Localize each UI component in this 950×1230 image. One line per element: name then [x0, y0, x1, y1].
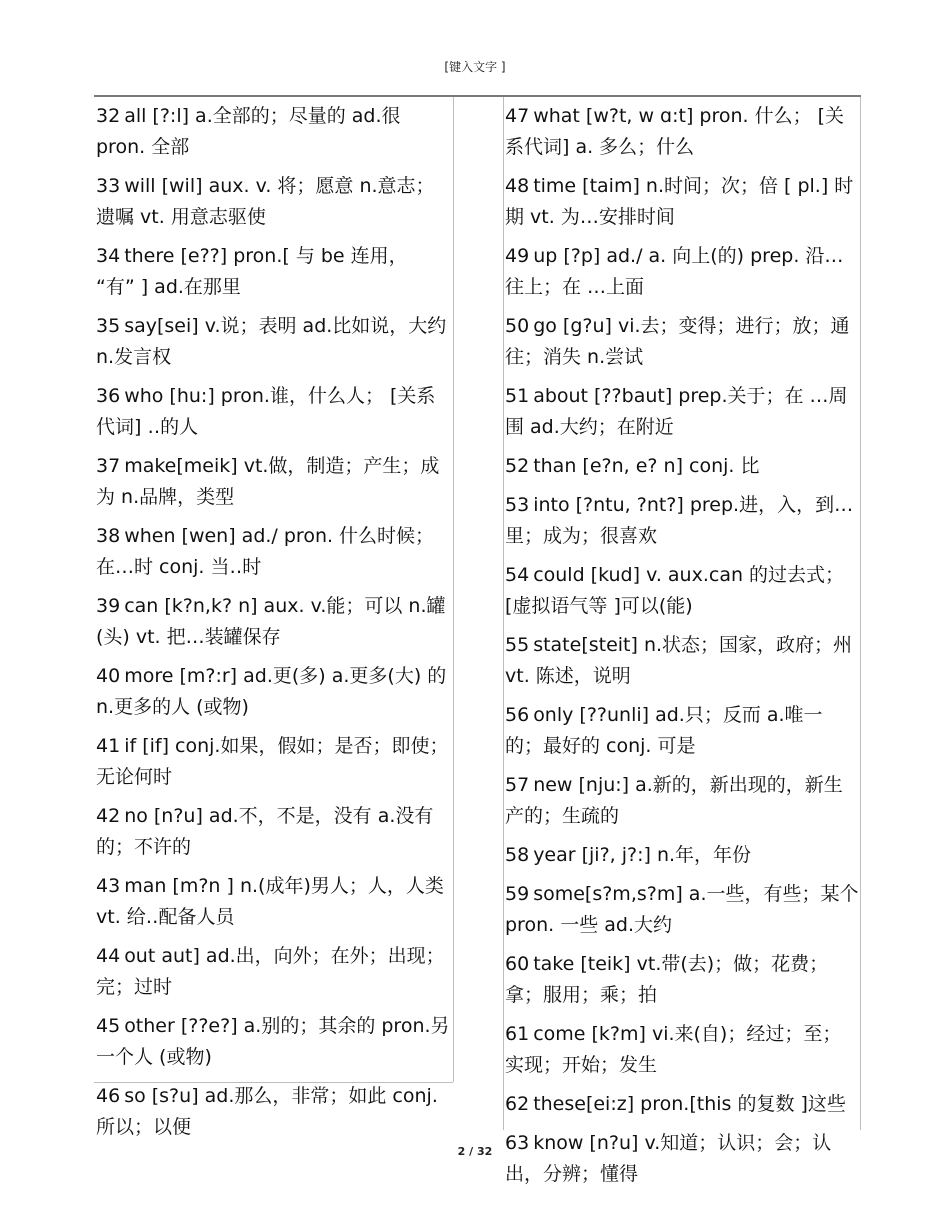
entry-definition: who [hu:] pron.谁，什么人； [关系代词] ‥的人	[96, 385, 436, 438]
entry-number: 53	[505, 494, 530, 516]
entry-definition: know [n?u] v.知道；认识；会；认出，分辨；懂得	[505, 1132, 832, 1185]
left-vocab-column	[94, 97, 452, 1147]
entry-number: 37	[96, 455, 121, 477]
vocab-entry	[96, 587, 452, 653]
vocab-entry	[505, 97, 859, 163]
left-column-right-border	[453, 97, 454, 1082]
entry-number: 33	[96, 175, 121, 197]
entry-number: 43	[96, 875, 121, 897]
vocab-entry	[96, 727, 452, 793]
vocab-entry	[96, 867, 452, 933]
entry-definition: if [if] conj.如果，假如；是否；即使；无论何时	[96, 735, 449, 788]
vocab-entry	[505, 945, 859, 1011]
vocab-entry	[96, 517, 452, 583]
entry-number: 36	[96, 385, 121, 407]
vocab-entry	[505, 237, 859, 303]
entry-number: 50	[505, 315, 530, 337]
vocab-entry	[505, 836, 859, 871]
vocab-entry	[505, 626, 859, 692]
vocab-entry	[505, 486, 859, 552]
entry-number: 55	[505, 634, 530, 656]
entry-definition: other [??e?] a.别的；其余的 pron.另一个人 (或物)	[96, 1015, 450, 1068]
entry-number: 52	[505, 455, 530, 477]
entry-definition: when [wen] ad./ pron. 什么时候；在…时 conj. 当‥时	[96, 525, 435, 578]
page-number: 2 / 32	[457, 1145, 493, 1158]
page-header: [键入文字 ]	[444, 60, 506, 74]
vocab-entry	[505, 307, 859, 373]
entry-number: 34	[96, 245, 121, 267]
entry-definition: go [g?u] vi.去；变得；进行；放；通往；消失 n.尝试	[505, 315, 850, 368]
entry-number: 38	[96, 525, 121, 547]
entry-definition: state[steit] n.状态；国家，政府；州 vt. 陈述，说明	[505, 634, 853, 687]
vocab-entry	[96, 797, 452, 863]
vocab-entry	[96, 447, 452, 513]
entry-definition: year [ji?, j?:] n.年，年份	[533, 844, 752, 866]
vocab-entry	[96, 657, 452, 723]
right-column-right-border	[860, 97, 861, 1130]
vocab-entry	[96, 97, 452, 163]
vocab-entry	[96, 167, 452, 233]
entry-number: 46	[96, 1085, 121, 1107]
entry-definition: time [taim] n.时间；次；倍 [ pl.] 时期 vt. 为…安排时间	[505, 175, 854, 228]
entry-number: 41	[96, 735, 121, 757]
entry-definition: will [wil] aux. v. 将；愿意 n.意志；遗嘱 vt. 用意志驱使	[96, 175, 435, 228]
entry-number: 40	[96, 665, 121, 687]
right-vocab-column	[503, 97, 859, 1194]
entry-definition: take [teik] vt.带(去)；做；花费；拿；服用；乘；拍	[505, 953, 829, 1006]
vocab-entry	[505, 696, 859, 762]
entry-number: 58	[505, 844, 530, 866]
entry-number: 56	[505, 704, 530, 726]
entry-definition: into [?ntu, ?nt?] prep.进，入，到…里；成为；很喜欢	[505, 494, 854, 547]
entry-definition: some[s?m,s?m] a.一些，有些；某个 pron. 一些 ad.大约	[505, 883, 859, 936]
entry-definition: man [m?n ] n.(成年)男人；人，人类 vt. 给‥配备人员	[96, 875, 444, 928]
entry-number: 42	[96, 805, 121, 827]
entry-number: 57	[505, 774, 530, 796]
entry-definition: no [n?u] ad.不，不是，没有 a.没有的；不许的	[96, 805, 434, 858]
entry-number: 49	[505, 245, 530, 267]
vocab-entry	[96, 1077, 452, 1143]
entry-number: 62	[505, 1093, 530, 1115]
entry-number: 44	[96, 945, 121, 967]
vocab-entry	[505, 766, 859, 832]
entry-number: 32	[96, 105, 121, 127]
entry-definition: than [e?n, e? n] conj. 比	[533, 455, 760, 477]
entry-definition: what [w?t, w ɑ:t] pron. 什么； [关系代词] a. 多么；什么	[505, 105, 845, 158]
vocab-entry	[505, 1085, 859, 1120]
entry-definition: all [?:l] a.全部的；尽量的 ad.很 pron. 全部	[96, 105, 401, 158]
entry-definition: only [??unli] ad.只；反而 a.唯一的；最好的 conj. 可是	[505, 704, 823, 757]
entry-number: 60	[505, 953, 530, 975]
vocab-entry	[96, 237, 452, 303]
entry-number: 51	[505, 385, 530, 407]
vocab-entry	[96, 1007, 452, 1073]
entry-number: 48	[505, 175, 530, 197]
entry-definition: say[sei] v.说；表明 ad.比如说，大约 n.发言权	[96, 315, 447, 368]
vocab-entry	[505, 556, 859, 622]
entry-number: 61	[505, 1023, 530, 1045]
vocab-entry	[505, 447, 859, 482]
entry-number: 39	[96, 595, 121, 617]
entry-number: 45	[96, 1015, 121, 1037]
vocab-entry	[505, 167, 859, 233]
entry-definition: make[meik] vt.做，制造；产生；成为 n.品牌，类型	[96, 455, 440, 508]
entry-definition: out aut] ad.出，向外；在外；出现；完；过时	[96, 945, 445, 998]
entry-number: 59	[505, 883, 530, 905]
vocab-entry	[96, 307, 452, 373]
entry-definition: can [k?n,k? n] aux. v.能；可以 n.罐(头) vt. 把…装罐保存	[96, 595, 446, 648]
entry-number: 63	[505, 1132, 530, 1154]
entry-definition: so [s?u] ad.那么，非常；如此 conj. 所以；以便	[96, 1085, 438, 1138]
vocab-entry	[96, 937, 452, 1003]
vocab-entry	[96, 377, 452, 443]
entry-definition: come [k?m] vi.来(自)；经过；至；实现；开始；发生	[505, 1023, 842, 1076]
entry-definition: these[ei:z] pron.[this 的复数 ]这些	[533, 1093, 846, 1115]
vocab-entry	[505, 377, 859, 443]
entry-definition: new [nju:] a.新的，新出现的，新生产的；生疏的	[505, 774, 843, 827]
entry-definition: up [?p] ad./ a. 向上(的) prep. 沿…往上；在 …上面	[505, 245, 844, 298]
vocab-entry	[505, 1015, 859, 1081]
entry-number: 35	[96, 315, 121, 337]
entry-definition: more [m?:r] ad.更(多) a.更多(大) 的 n.更多的人 (或物)	[96, 665, 447, 718]
vocab-entry	[505, 875, 859, 941]
entry-number: 54	[505, 564, 530, 586]
entry-definition: there [e??] pron.[ 与 be 连用， “有” ] ad.在那里	[96, 245, 408, 298]
entry-definition: about [??baut] prep.关于；在 …周围 ad.大约；在附近	[505, 385, 848, 438]
entry-number: 47	[505, 105, 530, 127]
entry-definition: could [kud] v. aux.can 的过去式；[虚拟语气等 ]可以(能)	[505, 564, 845, 617]
